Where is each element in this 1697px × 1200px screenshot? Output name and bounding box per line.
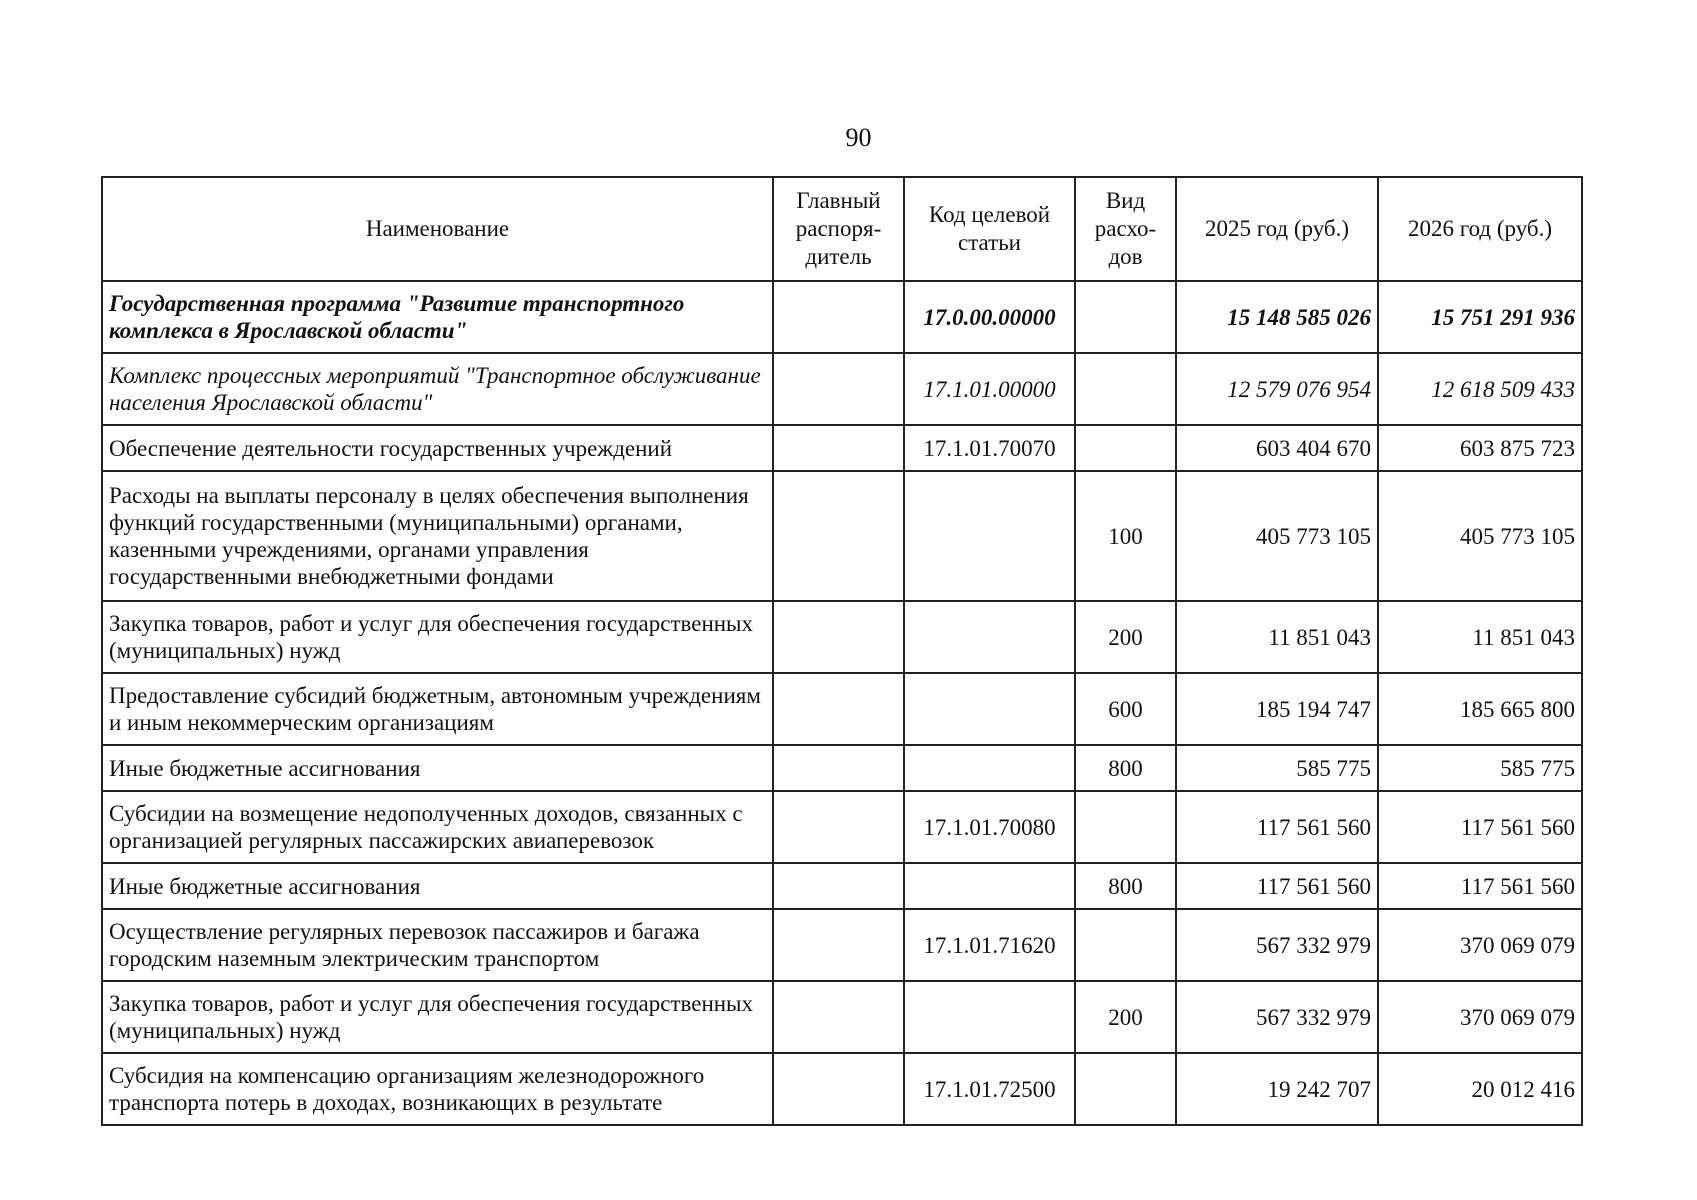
- row-amount-2025-cell: 15 148 585 026: [1176, 281, 1378, 353]
- row-target-code-cell: [904, 673, 1075, 745]
- row-expense-type-cell: 600: [1075, 673, 1176, 745]
- row-amount-2025-cell: 12 579 076 954: [1176, 353, 1378, 425]
- header-expense-type: Вид расхо-дов: [1075, 177, 1176, 281]
- row-name-cell: Комплекс процессных мероприятий "Транспортное обслуживание населения Ярославской области": [102, 353, 773, 425]
- row-amount-2026-cell: 405 773 105: [1378, 471, 1582, 601]
- row-name-cell: Расходы на выплаты персоналу в целях обеспечения выполнения функций государственными (муниципальными) органами, казенными учреждениями, органами управления государственными внебюджетными фондами: [102, 471, 773, 601]
- table-row: [102, 863, 1582, 909]
- row-chief-manager-cell: [773, 471, 904, 601]
- row-expense-type-cell: [1075, 1053, 1176, 1125]
- row-target-code-cell: 17.1.01.70080: [904, 791, 1075, 863]
- row-chief-manager-cell: [773, 1053, 904, 1125]
- row-name-cell: Осуществление регулярных перевозок пассажиров и багажа городским наземным электрическим транспортом: [102, 909, 773, 981]
- row-name-cell: Иные бюджетные ассигнования: [102, 745, 773, 791]
- row-name-cell: Иные бюджетные ассигнования: [102, 863, 773, 909]
- row-target-code-cell: 17.1.01.70070: [904, 425, 1075, 471]
- row-target-code-cell: [904, 471, 1075, 601]
- row-target-code-cell: 17.0.00.00000: [904, 281, 1075, 353]
- row-chief-manager-cell: [773, 353, 904, 425]
- row-amount-2025-cell: 603 404 670: [1176, 425, 1378, 471]
- row-amount-2025-cell: 19 242 707: [1176, 1053, 1378, 1125]
- row-chief-manager-cell: [773, 791, 904, 863]
- header-name: Наименование: [102, 177, 773, 281]
- row-expense-type-cell: 800: [1075, 863, 1176, 909]
- header-year-2026: 2026 год (руб.): [1378, 177, 1582, 281]
- row-amount-2026-cell: 370 069 079: [1378, 981, 1582, 1053]
- row-chief-manager-cell: [773, 673, 904, 745]
- row-amount-2026-cell: 185 665 800: [1378, 673, 1582, 745]
- row-amount-2025-cell: 405 773 105: [1176, 471, 1378, 601]
- row-expense-type-cell: 100: [1075, 471, 1176, 601]
- row-expense-type-cell: 800: [1075, 745, 1176, 791]
- row-name-cell: Субсидия на компенсацию организациям железнодорожного транспорта потерь в доходах, возникающих в результате: [102, 1053, 773, 1125]
- page-number: 90: [845, 123, 872, 152]
- row-target-code-cell: [904, 745, 1075, 791]
- table-row: [102, 1053, 1582, 1125]
- row-target-code-cell: [904, 601, 1075, 673]
- row-chief-manager-cell: [773, 601, 904, 673]
- row-amount-2025-cell: 567 332 979: [1176, 981, 1378, 1053]
- table-row: [102, 471, 1582, 601]
- row-target-code-cell: 17.1.01.71620: [904, 909, 1075, 981]
- table-row: [102, 353, 1582, 425]
- table-row: [102, 791, 1582, 863]
- row-amount-2026-cell: 11 851 043: [1378, 601, 1582, 673]
- row-amount-2026-cell: 603 875 723: [1378, 425, 1582, 471]
- row-expense-type-cell: 200: [1075, 601, 1176, 673]
- table-row: [102, 745, 1582, 791]
- row-amount-2026-cell: 15 751 291 936: [1378, 281, 1582, 353]
- row-expense-type-cell: [1075, 353, 1176, 425]
- table-row: [102, 281, 1582, 353]
- row-amount-2026-cell: 117 561 560: [1378, 791, 1582, 863]
- row-name-cell: Государственная программа "Развитие транспортного комплекса в Ярославской области": [102, 281, 773, 353]
- row-amount-2026-cell: 20 012 416: [1378, 1053, 1582, 1125]
- row-amount-2025-cell: 185 194 747: [1176, 673, 1378, 745]
- row-name-cell: Закупка товаров, работ и услуг для обеспечения государственных (муниципальных) нужд: [102, 601, 773, 673]
- budget-table: [101, 176, 1583, 1126]
- row-amount-2026-cell: 370 069 079: [1378, 909, 1582, 981]
- table-row: [102, 601, 1582, 673]
- row-expense-type-cell: [1075, 425, 1176, 471]
- row-expense-type-cell: [1075, 281, 1176, 353]
- row-amount-2025-cell: 567 332 979: [1176, 909, 1378, 981]
- header-chief-manager: Главный распоря-дитель: [773, 177, 904, 281]
- row-expense-type-cell: [1075, 909, 1176, 981]
- row-name-cell: Предоставление субсидий бюджетным, автономным учреждениям и иным некоммерческим организациям: [102, 673, 773, 745]
- table-row: [102, 909, 1582, 981]
- row-expense-type-cell: 200: [1075, 981, 1176, 1053]
- row-chief-manager-cell: [773, 281, 904, 353]
- row-chief-manager-cell: [773, 425, 904, 471]
- table-row: [102, 981, 1582, 1053]
- header-target-code: Код целевой статьи: [904, 177, 1075, 281]
- row-target-code-cell: 17.1.01.72500: [904, 1053, 1075, 1125]
- row-target-code-cell: [904, 863, 1075, 909]
- row-target-code-cell: 17.1.01.00000: [904, 353, 1075, 425]
- row-amount-2025-cell: 585 775: [1176, 745, 1378, 791]
- table-row: [102, 673, 1582, 745]
- row-expense-type-cell: [1075, 791, 1176, 863]
- row-amount-2026-cell: 585 775: [1378, 745, 1582, 791]
- row-name-cell: Обеспечение деятельности государственных учреждений: [102, 425, 773, 471]
- table-row: [102, 425, 1582, 471]
- row-chief-manager-cell: [773, 981, 904, 1053]
- header-year-2025: 2025 год (руб.): [1176, 177, 1378, 281]
- row-amount-2026-cell: 12 618 509 433: [1378, 353, 1582, 425]
- row-chief-manager-cell: [773, 909, 904, 981]
- row-chief-manager-cell: [773, 745, 904, 791]
- row-name-cell: Субсидии на возмещение недополученных доходов, связанных с организацией регулярных пассажирских авиаперевозок: [102, 791, 773, 863]
- row-amount-2025-cell: 117 561 560: [1176, 791, 1378, 863]
- row-amount-2025-cell: 117 561 560: [1176, 863, 1378, 909]
- row-amount-2025-cell: 11 851 043: [1176, 601, 1378, 673]
- row-name-cell: Закупка товаров, работ и услуг для обеспечения государственных (муниципальных) нужд: [102, 981, 773, 1053]
- row-amount-2026-cell: 117 561 560: [1378, 863, 1582, 909]
- row-target-code-cell: [904, 981, 1075, 1053]
- table-header-row: [102, 177, 1582, 281]
- row-chief-manager-cell: [773, 863, 904, 909]
